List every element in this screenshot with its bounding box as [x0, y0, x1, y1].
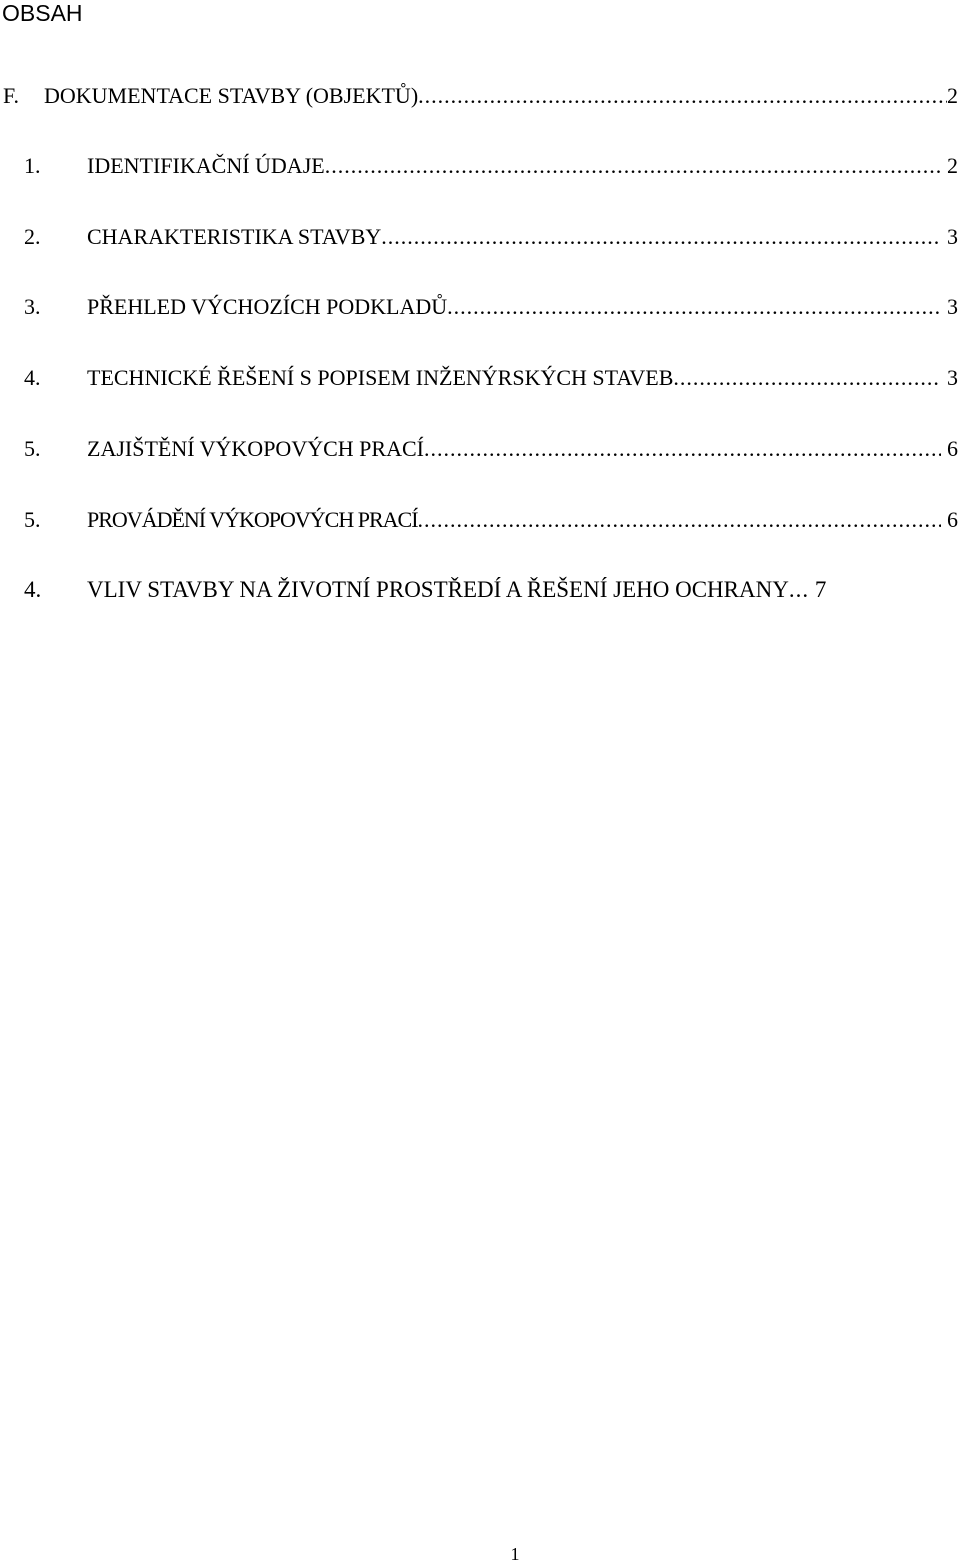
toc-dot-leader	[381, 222, 941, 252]
toc-entry-5[interactable]	[0, 434, 958, 464]
toc-heading: OBSAH	[2, 0, 83, 26]
toc-entry-3[interactable]	[0, 292, 958, 322]
toc-dot-leader	[673, 363, 941, 393]
toc-entry-page: 3	[947, 224, 958, 249]
toc-entry-title: TECHNICKÉ ŘEŠENÍ S POPISEM INŽENÝRSKÝCH STAVEB	[87, 365, 674, 390]
toc-entry-5b[interactable]	[0, 505, 958, 535]
toc-dot-leader	[418, 81, 947, 111]
toc-entry-number: 2.	[24, 224, 41, 249]
toc-entry-4b[interactable]	[0, 575, 958, 605]
toc-dot-leader	[789, 575, 809, 605]
toc-entry-number: 4.	[24, 365, 41, 390]
toc-entry-number: 5.	[24, 507, 41, 532]
toc-entry-title: DOKUMENTACE STAVBY (OBJEKTŮ)	[44, 83, 419, 108]
toc-entry-page: 3	[947, 294, 958, 319]
toc-entry-title: PROVÁDĚNÍ VÝKOPOVÝCH PRACÍ	[87, 507, 418, 532]
toc-entry-1[interactable]	[0, 151, 958, 181]
toc-dot-leader	[418, 505, 941, 535]
toc-entry-page: 2	[947, 83, 958, 108]
toc-dot-leader	[447, 292, 941, 322]
toc-entry-2[interactable]	[0, 222, 958, 252]
toc-entry-page: 6	[947, 507, 958, 532]
toc-entry-title: ZAJIŠTĚNÍ VÝKOPOVÝCH PRACÍ	[87, 436, 424, 461]
toc-entry-title: IDENTIFIKAČNÍ ÚDAJE	[87, 153, 325, 178]
toc-entry-page: 2	[947, 153, 958, 178]
toc-entry-4[interactable]	[0, 363, 958, 393]
toc-entry-page: 7	[814, 577, 827, 602]
toc-entry-title: CHARAKTERISTIKA STAVBY	[87, 224, 382, 249]
toc-entry-page: 3	[947, 365, 958, 390]
toc-dot-leader	[325, 151, 941, 181]
toc-entry-title: VLIV STAVBY NA ŽIVOTNÍ PROSTŘEDÍ A ŘEŠENÍ JEHO OCHRANY	[87, 577, 789, 602]
table-of-contents	[0, 0, 960, 660]
toc-entry-number: 5.	[24, 436, 41, 461]
toc-entry-page: 6	[947, 436, 958, 461]
page-number: 1	[510, 1544, 520, 1564]
toc-entry-number: 4.	[24, 577, 42, 602]
toc-entry-number: 3.	[24, 294, 41, 319]
toc-entry-f[interactable]	[0, 81, 958, 111]
toc-entry-number: F.	[3, 83, 19, 108]
toc-dot-leader	[424, 434, 941, 464]
toc-entry-title: PŘEHLED VÝCHOZÍCH PODKLADŮ	[87, 294, 448, 319]
toc-entry-number: 1.	[24, 153, 41, 178]
